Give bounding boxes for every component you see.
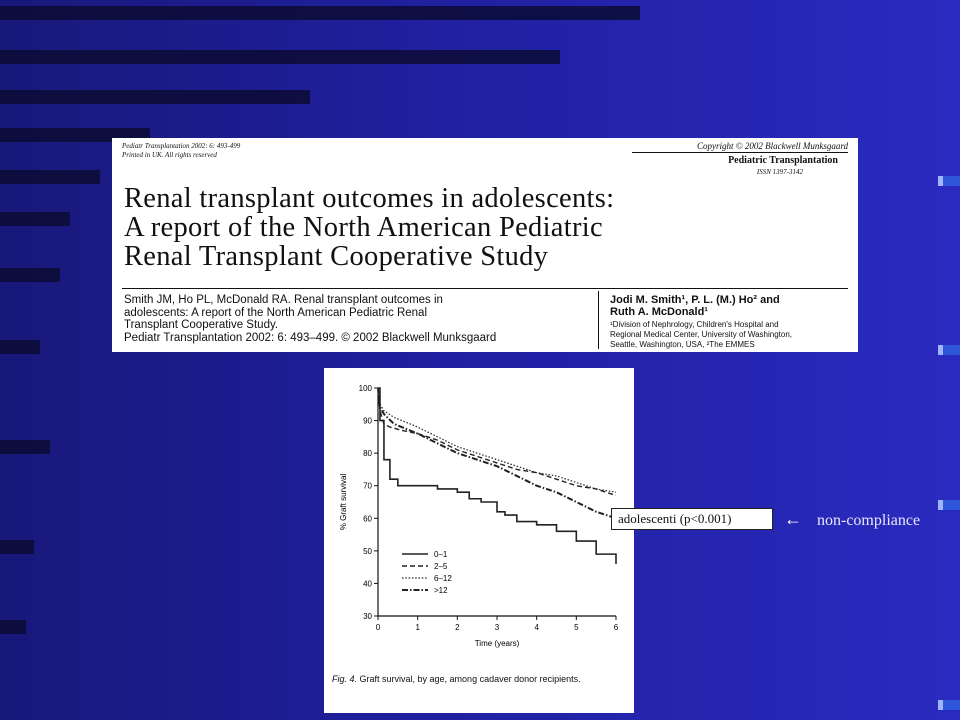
title-line: Renal Transplant Cooperative Study [124, 241, 549, 272]
slide-bullet-icon [938, 176, 960, 186]
x-tick-label: 0 [375, 623, 381, 632]
citation-line: Transplant Cooperative Study. [124, 319, 279, 331]
legend-label: >12 [434, 586, 448, 595]
series-line [378, 388, 616, 518]
citation-line: adolescents: A report of the North American Pediatric Renal [124, 306, 427, 319]
slide-bullet-icon [938, 700, 960, 710]
bg-stripe [0, 440, 50, 454]
x-tick-label: 5 [574, 623, 579, 632]
series-line [378, 388, 616, 564]
bg-stripe [0, 6, 640, 20]
copyright: Copyright © 2002 Blackwell Munksgaard [697, 141, 848, 151]
authors [610, 294, 780, 318]
x-tick-label: 3 [494, 623, 500, 632]
left-arrow-icon: ← [784, 509, 802, 529]
bg-stripe [0, 212, 70, 226]
adolescent-callout: adolescenti (p<0.001) [611, 508, 773, 530]
y-tick-label: 90 [363, 416, 372, 426]
legend-label: 0–1 [434, 550, 448, 559]
bg-stripe [0, 170, 100, 184]
affiliation-line: ¹Division of Nephrology, Children's Hospital and [610, 320, 779, 329]
bg-stripe [0, 540, 34, 554]
divider [122, 288, 848, 289]
bg-stripe [0, 268, 60, 282]
affiliation-line: Regional Medical Center, University of Washington, [610, 330, 793, 339]
author-line: Jodi M. Smith¹, P. L. (M.) Ho² and [610, 294, 780, 306]
caption-text: Graft survival, by age, among cadaver donor recipients. [357, 674, 581, 684]
journal-citation-line: Pediatr Transplantation 2002: 6: 493-499 [122, 142, 241, 150]
legend-label: 6–12 [434, 574, 452, 583]
bg-stripe [0, 90, 310, 104]
y-tick-label: 30 [363, 612, 372, 621]
graft-survival-chart [324, 368, 634, 668]
citation-line: Pediatr Transplantation 2002: 6: 493–499. © 2002 Blackwell Munksgaard [124, 331, 497, 344]
paper-title [124, 184, 854, 271]
citation [124, 294, 594, 344]
figure-caption [332, 674, 622, 685]
divider [632, 152, 848, 153]
figure-card [324, 368, 634, 713]
x-tick-label: 1 [415, 623, 420, 632]
non-compliance-annotation: non-compliance [817, 512, 921, 529]
affiliations [610, 320, 850, 350]
paper-header-card [112, 138, 858, 352]
slide-bullet-icon [938, 345, 960, 355]
title-line: Renal transplant outcomes in adolescents: [124, 183, 615, 214]
x-tick-label: 4 [534, 623, 539, 632]
y-tick-label: 40 [363, 579, 372, 589]
slide-bullet-icon [938, 500, 960, 510]
series-line [378, 388, 616, 495]
series-line [378, 388, 616, 492]
journal-meta [122, 142, 240, 160]
x-axis-label: Time (years) [474, 639, 520, 648]
affiliation-line: Seattle, Washington, USA, ²The EMMES [610, 340, 755, 349]
x-tick-label: 6 [613, 623, 619, 632]
y-tick-label: 80 [363, 449, 372, 459]
author-line: Ruth A. McDonald¹ [610, 306, 708, 318]
journal-name: Pediatric Transplantation [728, 155, 838, 166]
y-tick-label: 100 [358, 384, 372, 393]
title-line: A report of the North American Pediatric [124, 212, 603, 243]
y-tick-label: 50 [363, 546, 372, 556]
print-note: Printed in UK. All rights reserved [122, 151, 217, 159]
bg-stripe [0, 50, 560, 64]
legend-label: 2–5 [434, 562, 448, 571]
figure-number: Fig. 4. [332, 674, 358, 684]
y-tick-label: 70 [363, 481, 372, 491]
x-tick-label: 2 [455, 623, 460, 632]
bg-stripe [0, 340, 40, 354]
y-tick-label: 60 [363, 514, 372, 524]
issn: ISSN 1397-3142 [756, 168, 803, 176]
y-axis-label: % Graft survival [339, 473, 348, 531]
citation-line: Smith JM, Ho PL, McDonald RA. Renal transplant outcomes in [124, 294, 443, 306]
divider [598, 291, 599, 349]
bg-stripe [0, 620, 26, 634]
